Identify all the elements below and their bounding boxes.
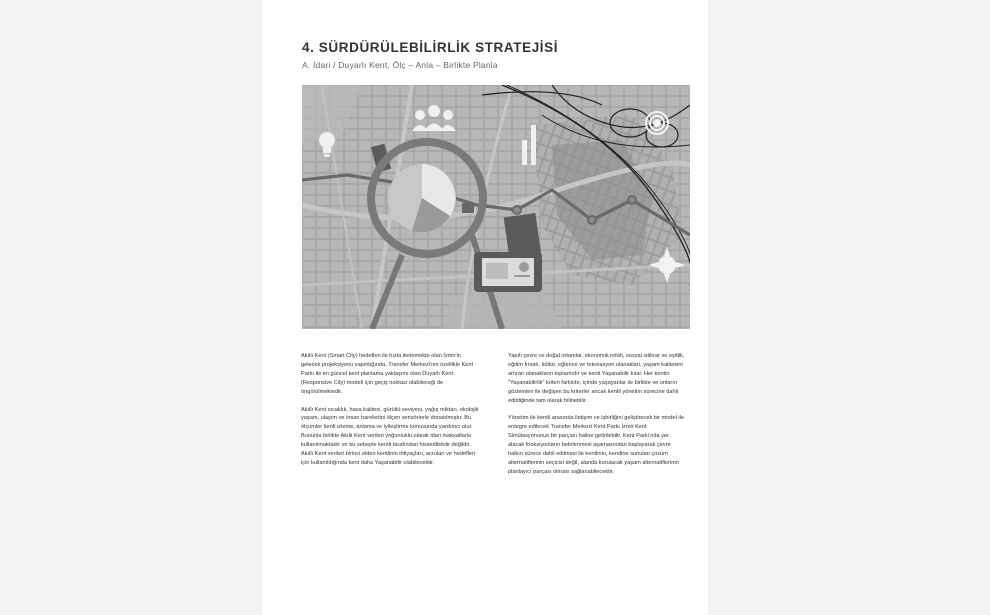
document-page (262, 0, 708, 615)
smart-city-map-figure (302, 85, 690, 329)
body-paragraph: Yönetim ile kentli arasında iletişim ve işbirliğini geliştirecek bir model ile entegre edilecek Transfer Merkezi Kent Parkı İzmir Kent Simülasyonunun bir parçası haline getirilebilir. Kent Parkı'nda yer alacak fonksiyonların belirlenmesi aşamasından başlayarak çevre halkın sürece dahil edilmesi ile kentlinin, kendine sunulan çözüm alternatiflerinin seçicisi değil, alanda kurulacak yaşam alternatiflerinin planlayıcı parçası olması sağlanabilecektir. (508, 415, 684, 475)
tablet-icon (474, 252, 542, 292)
body-paragraph: Yapılı çevre ve doğal ortamlar, ekonomik refah, sosyal istikrar ve eşitlik, eğitim fırsatı, kültür, eğlence ve rekreasyon olanakları, yaşam kalitesini artıran olanakların toplamıdır ve kenti Yaşanabilir kılar. Her kentin "Yaşanabilirlik" kriteri farklıdır, içinde yaşayanlar ile birlikte ve onların gözlemleri ile değişen bu kriterler ancak kentli yönetim sürecine dahil edildiğinde tam olarak bilinebilir. (508, 353, 685, 404)
body-paragraph: Akıllı Kent sıcaklık, hava kalitesi, gürültü seviyesi, yağış miktarı, ekolojik yaşam, ulaşım ve insan hareketini ölçen sensörlerle donatılmıştır. Bu ölçümler kenti izleme, anlama ve iyileştirme konusunda yardımcı olur. Bununla birlikte Akıllı Kent verileri yoğunluklu olarak idari maksatlarla kullanılmaktadır ve bu sebeple kentli tarafından hissedilebilir değildir. Akıllı Kent verileri birinci elden kentlinin ihtiyaçları, arzuları ve hedefleri için kullanıldığında kent daha Yaşanabilir olabilecektir. (301, 406, 479, 466)
body-text-left-column (301, 352, 479, 477)
body-text-right-column (508, 352, 686, 486)
wifi-signal-icon (646, 112, 668, 134)
pie-chart-icon (388, 164, 456, 232)
body-paragraph: Akıllı Kent (Smart City) hedefleri ile hızla ilerlemekte olan İzmir'in gelecek projeksiyonu yapıldığında, Transfer Merkezi'nin özellikle Kent Parkı ile en güncel kent planlama yaklaşımı olan Duyarlı Kent (Responsive City) modeli için geçiş noktası olabileceği de öngörülmektedir. (301, 353, 474, 395)
page-title: 4. SÜRDÜRÜLEBİLİRLİK STRATEJİSİ (302, 40, 559, 55)
page-subtitle: A. İdari / Duyarlı Kent, Ölç – Anla – Birlikte Planla (302, 60, 498, 70)
